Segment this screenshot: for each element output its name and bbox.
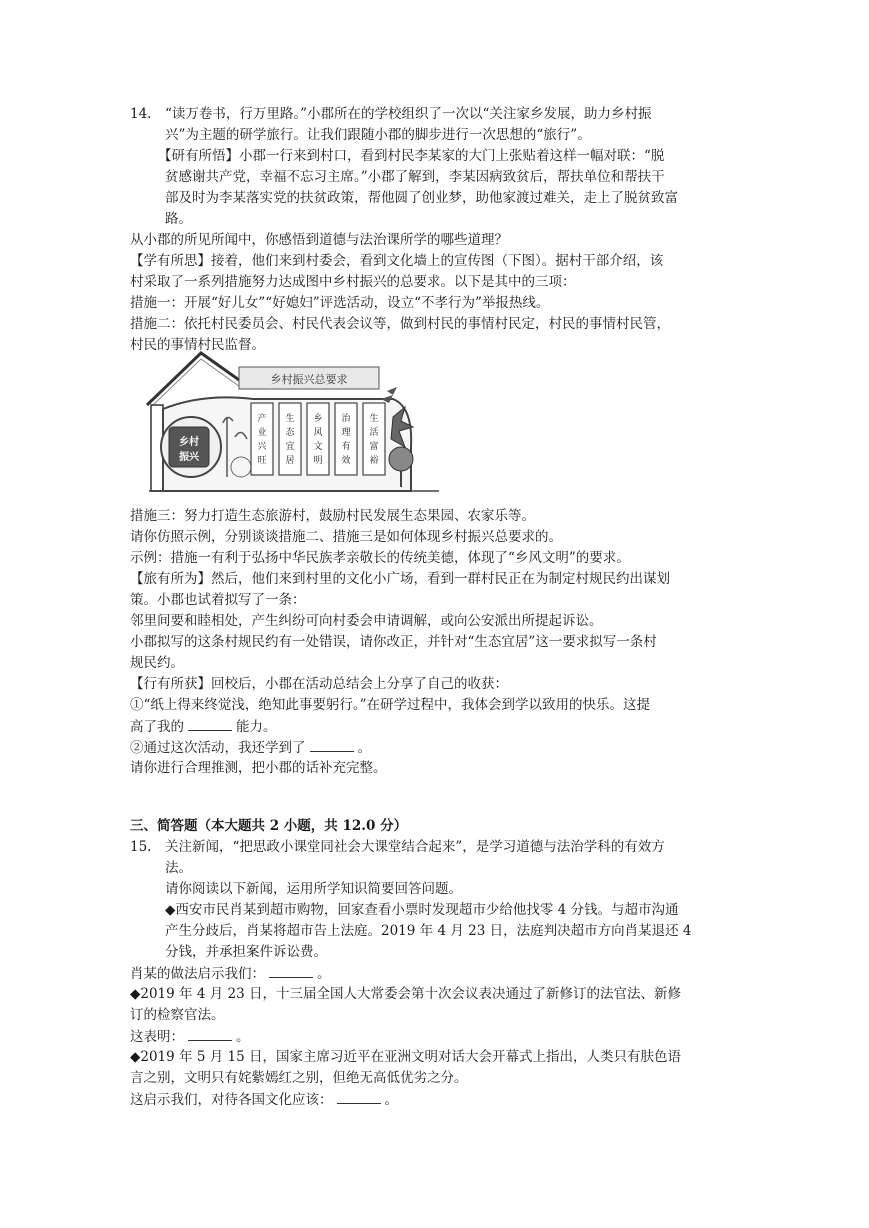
- q15-news1-line1: ◆西安市民肖某到超市购物，回家查看小票时发现超市少给他找零 4 分钱。与超市沟通: [165, 902, 679, 918]
- q15-news3-end: 。: [384, 1092, 398, 1108]
- q14-intro-line2: 兴”为主题的研学旅行。让我们跟随小郡的脚步进行一次思想的“旅行”。: [165, 127, 591, 143]
- q14-yan-line4: 路。: [165, 211, 192, 227]
- q14-measure-2-line2: 村民的事情村民监督。: [130, 337, 265, 353]
- panel-4-char-1: 治: [341, 414, 351, 424]
- panel-1-char-1: 产: [257, 414, 267, 424]
- q14-lv-line1: 【旅有所为】然后，他们来到村里的文化小广场，看到一群村民正在为制定村规民约出谋划: [130, 571, 670, 587]
- q15-news2-prefix: 这表明：: [130, 1029, 184, 1045]
- culture-wall-illustration: [143, 347, 443, 495]
- panel-2-char-3: 宜: [285, 442, 295, 452]
- q14-measure-2-line1: 措施二：依托村民委员会、村民代表会议等，做到村民的事情村民定，村民的事情村民管，: [130, 316, 670, 332]
- q14-gain1-line1: ①“纸上得来终觉浅，绝知此事要躬行。”在研学过程中，我体会到学以致用的快乐。这提: [130, 697, 651, 713]
- q15-news2-question: [130, 1026, 250, 1047]
- badge-text-top: 乡村: [179, 437, 199, 448]
- q14-yan-line1: 【研有所悟】小郡一行来到村口，看到村民李某家的大门上张贴着这样一幅对联：“脱: [158, 148, 665, 164]
- q14-gain1-suffix: 能力。: [236, 719, 277, 735]
- q14-village-rule: 邻里间要和睦相处，产生纠纷可向村委会申请调解，或向公安派出所提起诉讼。: [130, 613, 603, 629]
- q14-xue-line2: 村采取了一系列措施努力达成图中乡村振兴的总要求。以下是其中的三项：: [130, 274, 576, 290]
- panel-4-char-2: 理: [341, 428, 351, 438]
- panel-1-char-3: 兴: [257, 442, 267, 452]
- culture-wall-drawing: [143, 347, 443, 495]
- q15-news1-line3: 分钱，并承担案件诉讼费。: [165, 944, 327, 960]
- q14-example: 示例：措施一有利于弘扬中华民族孝亲敬长的传统美德，体现了“乡风文明”的要求。: [130, 550, 630, 566]
- q15-news2-blank[interactable]: [188, 1026, 232, 1041]
- q14-yan-question: 从小郡的所见所闻中，你感悟到道德与法治课所学的哪些道理？: [130, 232, 508, 248]
- q14-xing-line1: 【行有所获】回校后，小郡在活动总结会上分享了自己的收获：: [130, 676, 508, 692]
- panel-4-char-4: 效: [341, 456, 351, 466]
- q14-intro-line1: “读万卷书，行万里路。”小郡所在的学校组织了一次以“关注家乡发展，助力乡村振: [165, 106, 652, 122]
- panel-3-char-3: 文: [313, 442, 323, 452]
- q14-measure-3: 措施三：努力打造生态旅游村，鼓励村民发展生态果园、农家乐等。: [130, 508, 535, 524]
- q14-gain1-blank[interactable]: [188, 716, 232, 731]
- q14-measure-1: 措施一：开展“好儿女”“好媳妇”评选活动，设立“不孝行为”举报热线。: [130, 295, 550, 311]
- panel-3-char-2: 风: [313, 428, 323, 438]
- q14-final-instruction: 请你进行合理推测，把小郡的话补充完整。: [130, 760, 387, 776]
- q14-gain2-line: [130, 737, 371, 758]
- q15-news3-line2: 言之别，文明只有姹紫嫣红之别，但绝无高低优劣之分。: [130, 1070, 468, 1086]
- q15-news1-prefix: 肖某的做法启示我们：: [130, 966, 265, 982]
- q15-news2-line1: ◆2019 年 4 月 23 日，十三届全国人大常委会第十次会议表决通过了新修订的法官法、新修: [130, 986, 681, 1002]
- banner-text: 乡村振兴总要求: [270, 373, 348, 386]
- q14-yan-line2: 贫感谢共产党，幸福不忘习主席。”小郡了解到，李某因病致贫后，帮扶单位和帮扶干: [165, 169, 665, 185]
- question-15-number: 15.: [130, 839, 152, 855]
- q15-news1-end: 。: [317, 966, 331, 982]
- q15-news1-line2: 产生分歧后，肖某将超市告上法庭。2019 年 4 月 23 日，法庭判决超市方向肖某退还 4: [165, 923, 692, 939]
- q14-lv-question-line2: 规民约。: [130, 655, 184, 671]
- q15-news1-blank[interactable]: [269, 963, 313, 978]
- panel-5-char-3: 富: [369, 442, 379, 452]
- q14-gain1-prefix: 高了我的: [130, 719, 184, 735]
- panel-5-char-2: 活: [369, 428, 379, 438]
- q15-read-instruction: 请你阅读以下新闻，运用所学知识简要回答问题。: [165, 881, 462, 897]
- q14-yan-line3: 部及时为李某落实党的扶贫政策，帮他圆了创业梦，助他家渡过难关，走上了脱贫致富: [165, 190, 678, 206]
- panel-1-char-2: 业: [257, 428, 267, 438]
- panel-2-char-2: 态: [285, 428, 295, 438]
- q15-news2-line2: 订的检察官法。: [130, 1007, 225, 1023]
- question-14-number: 14.: [130, 106, 152, 122]
- q14-xue-line1: 【学有所思】接着，他们来到村委会，看到文化墙上的宣传图（下图）。据村干部介绍，该: [130, 253, 664, 269]
- q15-news2-end: 。: [236, 1029, 250, 1045]
- q15-news3-prefix: 这启示我们，对待各国文化应该：: [130, 1092, 333, 1108]
- panel-5-char-1: 生: [369, 414, 379, 424]
- q15-news3-line1: ◆2019 年 5 月 15 日，国家主席习近平在亚洲文明对话大会开幕式上指出，人类只有肤色语: [130, 1049, 681, 1065]
- q14-lv-question-line1: 小郡拟写的这条村规民约有一处错误，请你改正，并针对“生态宜居”这一要求拟写一条村: [130, 634, 657, 650]
- panel-3-char-4: 明: [313, 456, 323, 466]
- badge-text-bottom: 振兴: [179, 452, 199, 463]
- section-3-title: 三、简答题（本大题共 2 小题，共 12.0 分）: [130, 818, 408, 834]
- panel-2-char-4: 居: [285, 456, 295, 466]
- q14-gain2-blank[interactable]: [310, 737, 354, 752]
- q14-task: 请你仿照示例，分别谈谈措施二、措施三是如何体现乡村振兴总要求的。: [130, 529, 562, 545]
- panel-3-char-1: 乡: [313, 414, 323, 424]
- q15-news3-blank[interactable]: [337, 1089, 381, 1104]
- q15-intro-line1: 关注新闻，“把思政小课堂同社会大课堂结合起来”，是学习道德与法治学科的有效方: [165, 839, 665, 855]
- q15-intro-line2: 法。: [165, 860, 192, 876]
- q14-gain2-prefix: ②通过这次活动，我还学到了: [130, 740, 306, 756]
- panel-2-char-1: 生: [285, 414, 295, 424]
- q14-gain1-line2: [130, 716, 277, 737]
- q14-gain2-suffix: 。: [357, 740, 371, 756]
- q15-news3-question: [130, 1089, 398, 1110]
- panel-1-char-4: 旺: [257, 456, 267, 466]
- q15-news1-question: [130, 963, 331, 984]
- q14-lv-line2: 策。小郡也试着拟写了一条：: [130, 592, 306, 608]
- panel-4-char-3: 有: [341, 442, 351, 452]
- panel-5-char-4: 裕: [369, 456, 379, 466]
